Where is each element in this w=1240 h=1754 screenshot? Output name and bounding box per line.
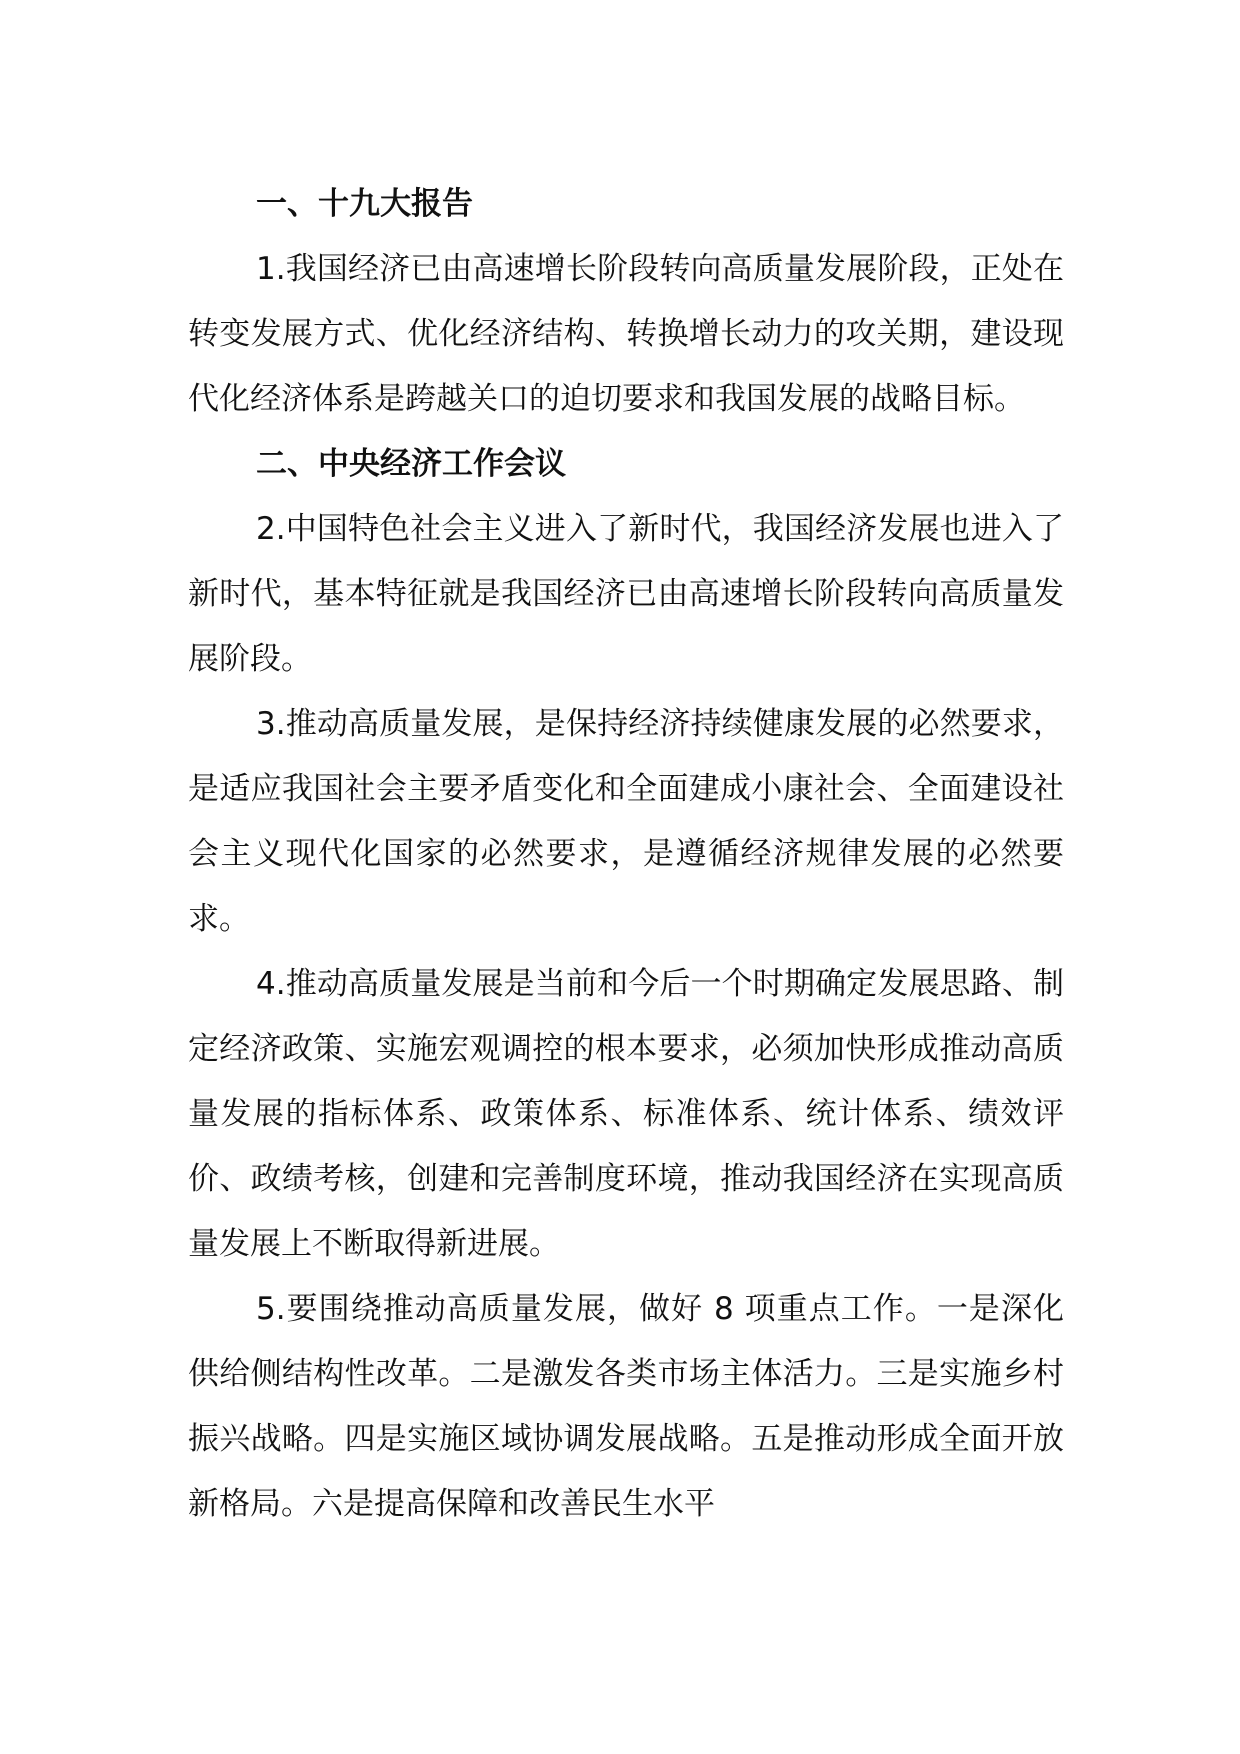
paragraph-5: 5.要围绕推动高质量发展，做好 8 项重点工作。一是深化供给侧结构性改革。二是激发各类市场主体活力。三是实施乡村振兴战略。四是实施区域协调发展战略。五是推动形成全面开放新格局。六是提高保障和改善民生水平 [188, 1291, 1064, 1522]
paragraph-1: 1.我国经济已由高速增长阶段转向高质量发展阶段，正处在转变发展方式、优化经济结构、转换增长动力的攻关期，建设现代化经济体系是跨越关口的迫切要求和我国发展的战略目标。 [188, 251, 1064, 417]
section-heading-2: 二、中央经济工作会议 [256, 446, 566, 482]
paragraph-4: 4.推动高质量发展是当前和今后一个时期确定发展思路、制定经济政策、实施宏观调控的根本要求，必须加快形成推动高质量发展的指标体系、政策体系、标准体系、统计体系、绩效评价、政绩考核，创建和完善制度环境，推动我国经济在实现高质量发展上不断取得新进展。 [188, 966, 1064, 1262]
paragraph-3: 3.推动高质量发展，是保持经济持续健康发展的必然要求，是适应我国社会主要矛盾变化和全面建成小康社会、全面建设社会主义现代化国家的必然要求，是遵循经济规律发展的必然要求。 [188, 706, 1064, 937]
document-body [188, 172, 1064, 1537]
section-heading-1: 一、十九大报告 [256, 186, 473, 222]
paragraph-2: 2.中国特色社会主义进入了新时代，我国经济发展也进入了新时代，基本特征就是我国经济已由高速增长阶段转向高质量发展阶段。 [188, 511, 1064, 677]
